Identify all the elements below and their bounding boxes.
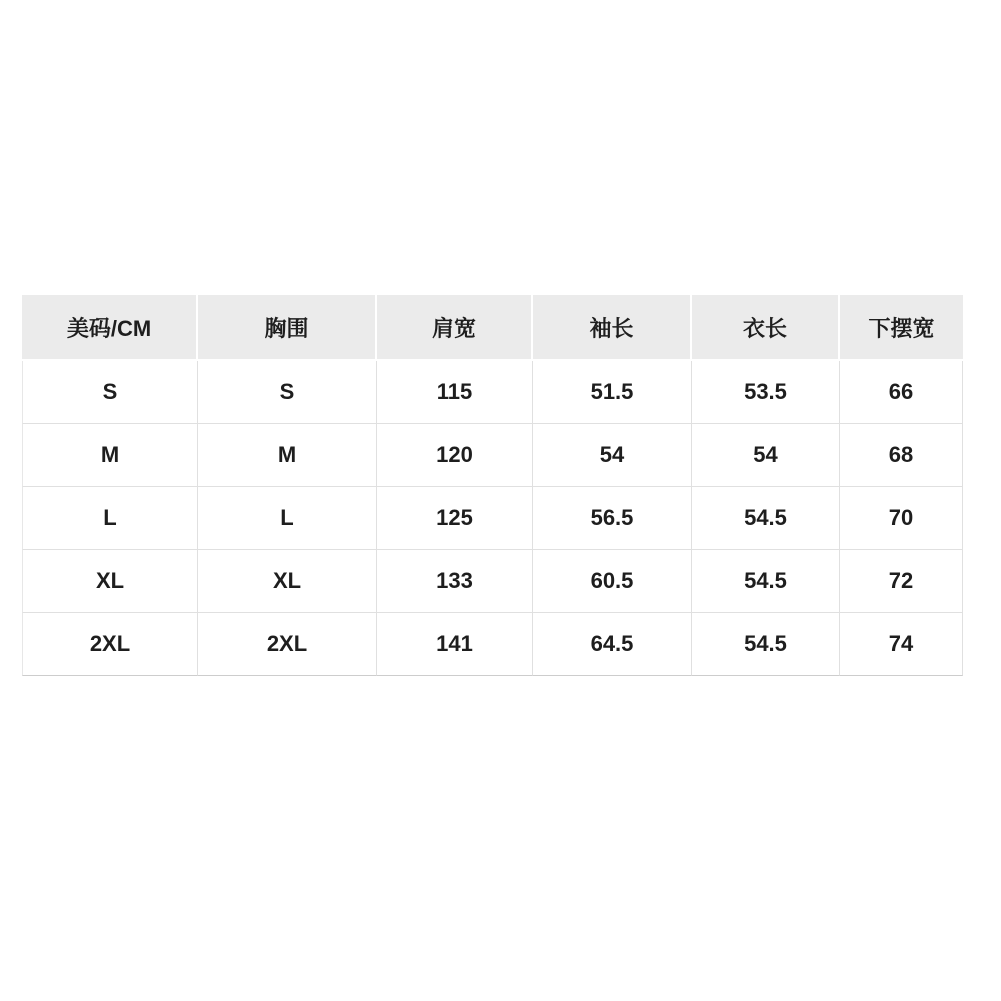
table-cell: 72	[840, 550, 963, 613]
table-cell: S	[198, 361, 377, 424]
table-cell: 54.5	[692, 487, 840, 550]
table-cell: 60.5	[533, 550, 692, 613]
table-cell: 56.5	[533, 487, 692, 550]
column-header-garment-length: 衣长	[692, 295, 840, 361]
table-row-2xl	[22, 613, 963, 676]
table-cell: L	[22, 487, 198, 550]
table-row-s	[22, 361, 963, 424]
table-cell: 2XL	[198, 613, 377, 676]
table-cell: S	[22, 361, 198, 424]
table-cell: 120	[377, 424, 533, 487]
table-cell: M	[198, 424, 377, 487]
column-header-shoulder-width: 肩宽	[377, 295, 533, 361]
column-header-sleeve-length: 袖长	[533, 295, 692, 361]
table-cell: XL	[198, 550, 377, 613]
column-header-hem-width: 下摆宽	[840, 295, 963, 361]
table-cell: M	[22, 424, 198, 487]
table-cell: L	[198, 487, 377, 550]
table-cell: 125	[377, 487, 533, 550]
table-cell: XL	[22, 550, 198, 613]
table-cell: 54	[692, 424, 840, 487]
table-row-l	[22, 487, 963, 550]
table-cell: 54.5	[692, 550, 840, 613]
size-chart-table	[22, 295, 963, 676]
table-cell: 51.5	[533, 361, 692, 424]
header-row	[22, 295, 963, 361]
column-header-chest: 胸围	[198, 295, 377, 361]
table-row-xl	[22, 550, 963, 613]
table-row-m	[22, 424, 963, 487]
table-cell: 141	[377, 613, 533, 676]
table-cell: 64.5	[533, 613, 692, 676]
table-cell: 68	[840, 424, 963, 487]
table-cell: 54.5	[692, 613, 840, 676]
column-header-us-size-cm: 美码/CM	[22, 295, 198, 361]
table-cell: 53.5	[692, 361, 840, 424]
table-cell: 66	[840, 361, 963, 424]
table-cell: 70	[840, 487, 963, 550]
table-cell: 115	[377, 361, 533, 424]
table-cell: 54	[533, 424, 692, 487]
table-cell: 2XL	[22, 613, 198, 676]
table-cell: 74	[840, 613, 963, 676]
table-cell: 133	[377, 550, 533, 613]
